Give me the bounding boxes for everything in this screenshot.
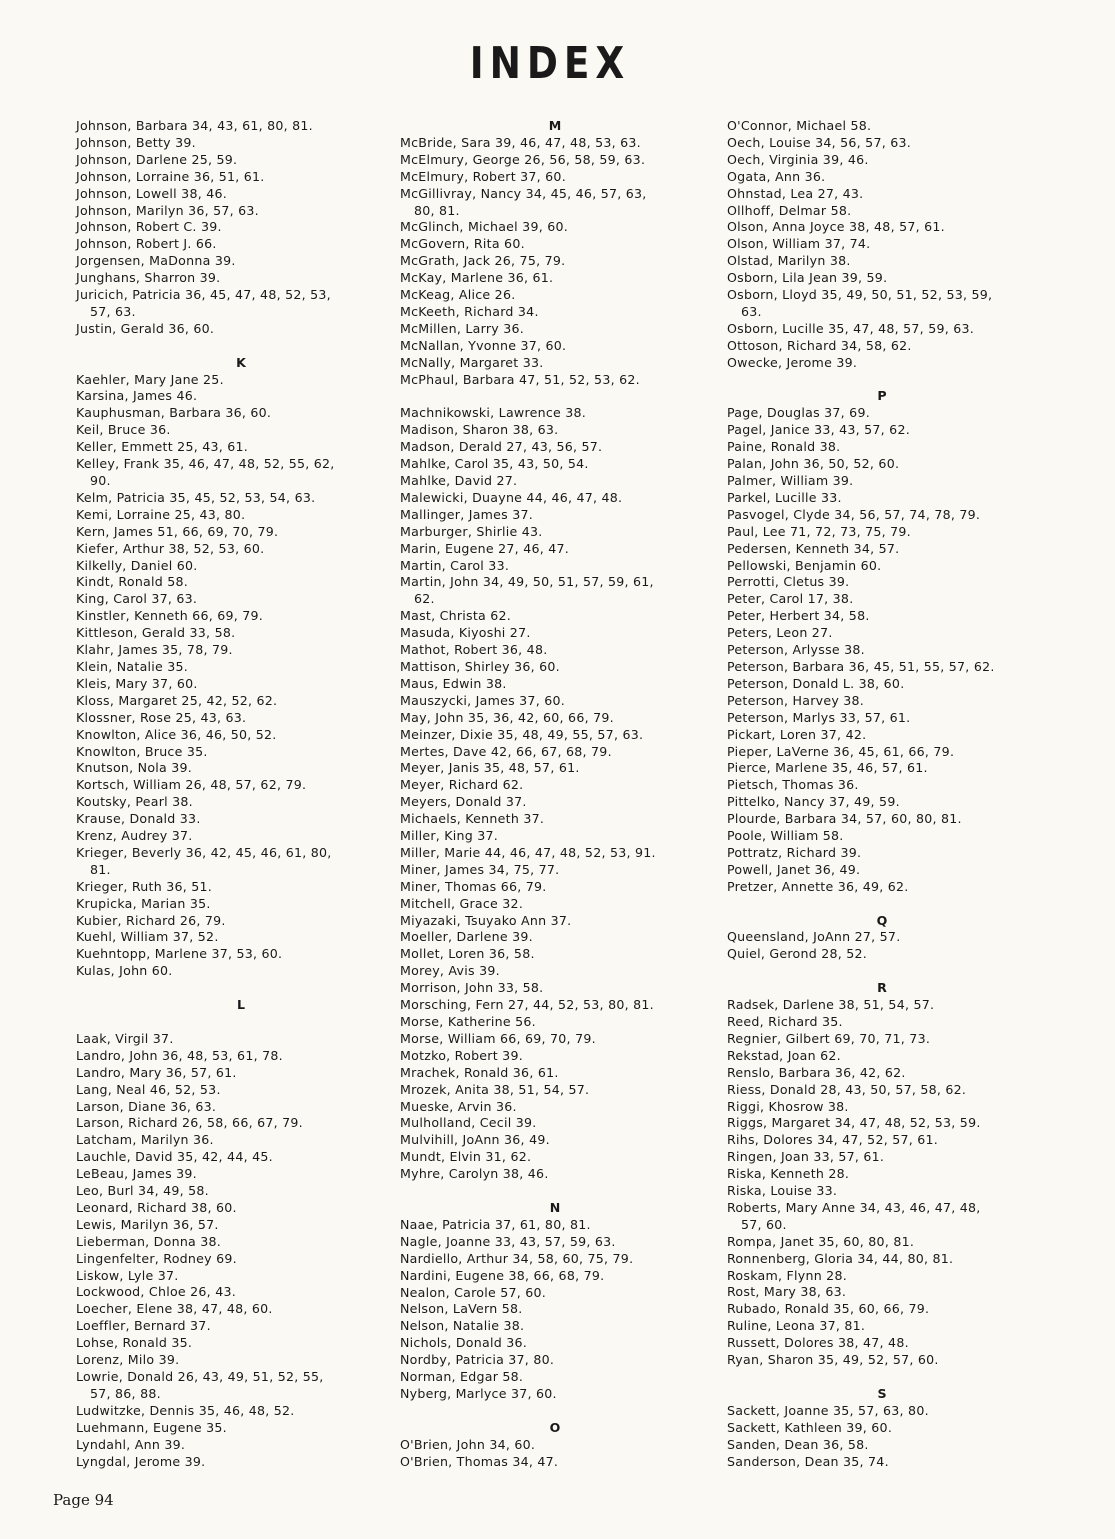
index-entry: Nardini, Eugene 38, 66, 68, 79.: [400, 1267, 605, 1283]
index-entry: Kittleson, Gerald 33, 58.: [76, 625, 236, 641]
index-entry: Lyndahl, Ann 39.: [76, 1436, 186, 1452]
index-entry: Peter, Carol 17, 38.: [727, 591, 854, 607]
index-entry: Koutsky, Pearl 38.: [76, 794, 193, 810]
index-entry: Martin, John 34, 49, 50, 51, 57, 59, 61,: [400, 574, 654, 590]
index-entry: Peterson, Donald L. 38, 60.: [727, 675, 905, 691]
index-entry: Mauszycki, James 37, 60.: [400, 692, 565, 708]
index-entry: Riess, Donald 28, 43, 50, 57, 58, 62.: [727, 1081, 967, 1097]
index-entry: Nardiello, Arthur 34, 58, 60, 75, 79.: [400, 1250, 634, 1266]
index-entry: Rubado, Ronald 35, 60, 66, 79.: [727, 1301, 930, 1317]
index-entry: Knowlton, Bruce 35.: [76, 743, 208, 759]
index-entry: Myhre, Carolyn 38, 46.: [400, 1166, 549, 1182]
spacer: [727, 372, 1037, 389]
index-entry: May, John 35, 36, 42, 60, 66, 79.: [400, 709, 614, 725]
index-entry: McElmury, George 26, 56, 58, 59, 63.: [400, 151, 646, 167]
index-entry: Peterson, Harvey 38.: [727, 692, 865, 708]
spacer: [76, 338, 406, 355]
index-entry: Renslo, Barbara 36, 42, 62.: [727, 1064, 906, 1080]
index-entry: Meyer, Richard 62.: [400, 777, 524, 793]
index-entry: Lieberman, Donna 38.: [76, 1233, 222, 1249]
index-entry: McGlinch, Michael 39, 60.: [400, 219, 568, 235]
index-entry: Meyer, Janis 35, 48, 57, 61.: [400, 760, 580, 776]
index-entry: Mulvihill, JoAnn 36, 49.: [400, 1132, 550, 1148]
letter-heading: R: [877, 980, 887, 996]
index-entry: Mitchell, Grace 32.: [400, 895, 524, 911]
spacer: [400, 1403, 710, 1420]
index-entry: Kortsch, William 26, 48, 57, 62, 79.: [76, 777, 307, 793]
index-entry: Klossner, Rose 25, 43, 63.: [76, 709, 247, 725]
index-entry: Lang, Neal 46, 52, 53.: [76, 1081, 221, 1097]
index-entry: Mulholland, Cecil 39.: [400, 1115, 537, 1131]
index-entry: Powell, Janet 36, 49.: [727, 861, 861, 877]
index-entry: Pittelko, Nancy 37, 49, 59.: [727, 794, 900, 810]
index-entry: Johnson, Betty 39.: [76, 134, 196, 150]
letter-heading: K: [236, 354, 246, 370]
index-entry: McGrath, Jack 26, 75, 79.: [400, 253, 566, 269]
index-entry: Kern, James 51, 66, 69, 70, 79.: [76, 523, 279, 539]
index-entry: Johnson, Darlene 25, 59.: [76, 151, 238, 167]
index-entry: Morsching, Fern 27, 44, 52, 53, 80, 81.: [400, 997, 654, 1013]
index-entry: Marin, Eugene 27, 46, 47.: [400, 540, 570, 556]
index-entry: Miller, King 37.: [400, 828, 499, 844]
index-entry: Juricich, Patricia 36, 45, 47, 48, 52, 53,: [76, 287, 331, 303]
index-entry: Osborn, Lloyd 35, 49, 50, 51, 52, 53, 59,: [727, 287, 993, 303]
index-entry: Lewis, Marilyn 36, 57.: [76, 1216, 219, 1232]
index-entry: Kaehler, Mary Jane 25.: [76, 371, 224, 387]
index-entry: Ogata, Ann 36.: [727, 168, 826, 184]
index-entry: Loeffler, Bernard 37.: [76, 1318, 211, 1334]
letter-heading: M: [548, 118, 562, 133]
index-entry: Mrachek, Ronald 36, 61.: [400, 1064, 559, 1080]
index-entry: Peterson, Marlys 33, 57, 61.: [727, 709, 911, 725]
letter-heading: S: [877, 1385, 887, 1401]
index-entry: Kindt, Ronald 58.: [76, 574, 189, 590]
index-entry: Keil, Bruce 36.: [76, 422, 171, 438]
letter-heading: P: [877, 388, 887, 404]
index-entry: Pagel, Janice 33, 43, 57, 62.: [727, 422, 910, 438]
index-entry: Regnier, Gilbert 69, 70, 71, 73.: [727, 1030, 931, 1046]
index-entry: Leo, Burl 34, 49, 58.: [76, 1183, 209, 1199]
index-entry: Riggi, Khosrow 38.: [727, 1098, 849, 1114]
index-column-1: [76, 118, 406, 1470]
index-entry: Liskow, Lyle 37.: [76, 1267, 179, 1283]
index-entry: Russett, Dolores 38, 47, 48.: [727, 1335, 909, 1351]
index-entry: Knowlton, Alice 36, 46, 50, 52.: [76, 726, 277, 742]
index-entry: Lowrie, Donald 26, 43, 49, 51, 52, 55,: [76, 1369, 324, 1385]
index-entry: Martin, Carol 33.: [400, 557, 510, 573]
index-entry: LeBeau, James 39.: [76, 1166, 197, 1182]
index-entry: Moeller, Darlene 39.: [400, 929, 533, 945]
index-entry: Norman, Edgar 58.: [400, 1369, 524, 1385]
index-entry: Miyazaki, Tsuyako Ann 37.: [400, 912, 572, 928]
index-entry: Lyngdal, Jerome 39.: [76, 1453, 206, 1469]
index-entry: Roberts, Mary Anne 34, 43, 46, 47, 48,: [727, 1199, 981, 1215]
index-entry: Johnson, Marilyn 36, 57, 63.: [76, 202, 259, 218]
index-entry: Owecke, Jerome 39.: [727, 354, 858, 370]
index-entry: King, Carol 37, 63.: [76, 591, 198, 607]
index-entry: Kelley, Frank 35, 46, 47, 48, 52, 55, 62,: [76, 456, 335, 472]
index-entry: Junghans, Sharron 39.: [76, 270, 221, 286]
index-entry: Mrozek, Anita 38, 51, 54, 57.: [400, 1081, 590, 1097]
index-entry: Ruline, Leona 37, 81.: [727, 1318, 866, 1334]
index-entry: Mertes, Dave 42, 66, 67, 68, 79.: [400, 743, 612, 759]
index-entry: Ringen, Joan 33, 57, 61.: [727, 1149, 885, 1165]
index-entry: Lockwood, Chloe 26, 43.: [76, 1284, 236, 1300]
index-entry: Kilkelly, Daniel 60.: [76, 557, 198, 573]
index-entry: Peterson, Arlysse 38.: [727, 642, 865, 658]
index-entry: Nelson, Natalie 38.: [400, 1318, 525, 1334]
index-entry: Kelm, Patricia 35, 45, 52, 53, 54, 63.: [76, 489, 316, 505]
index-entry: Knutson, Nola 39.: [76, 760, 193, 776]
index-entry: McNally, Margaret 33.: [400, 354, 544, 370]
index-entry: Parkel, Lucille 33.: [727, 489, 842, 505]
index-entry: Mollet, Loren 36, 58.: [400, 946, 535, 962]
index-entry: Lorenz, Milo 39.: [76, 1352, 180, 1368]
index-entry: Peterson, Barbara 36, 45, 51, 55, 57, 62.: [727, 658, 995, 674]
index-entry: Ottoson, Richard 34, 58, 62.: [727, 337, 912, 353]
index-entry: Naae, Patricia 37, 61, 80, 81.: [400, 1216, 591, 1232]
index-entry: Ollhoff, Delmar 58.: [727, 202, 852, 218]
index-entry: Malewicki, Duayne 44, 46, 47, 48.: [400, 489, 623, 505]
index-entry: Larson, Richard 26, 58, 66, 67, 79.: [76, 1115, 303, 1131]
index-entry-continuation: 57, 86, 88.: [90, 1385, 161, 1401]
index-entry: Morrison, John 33, 58.: [400, 980, 544, 996]
index-entry: Meyers, Donald 37.: [400, 794, 527, 810]
index-entry: Rekstad, Joan 62.: [727, 1047, 841, 1063]
index-entry: Ohnstad, Lea 27, 43.: [727, 185, 864, 201]
spacer: [727, 896, 1037, 913]
index-entry: Kloss, Margaret 25, 42, 52, 62.: [76, 692, 278, 708]
index-entry: McElmury, Robert 37, 60.: [400, 168, 566, 184]
index-entry: Latcham, Marilyn 36.: [76, 1132, 214, 1148]
index-entry: Klein, Natalie 35.: [76, 658, 189, 674]
index-entry: Michaels, Kenneth 37.: [400, 811, 545, 827]
index-entry: Landro, John 36, 48, 53, 61, 78.: [76, 1047, 283, 1063]
index-entry: Karsina, James 46.: [76, 388, 198, 404]
index-entry: Landro, Mary 36, 57, 61.: [76, 1064, 237, 1080]
index-entry: Riska, Louise 33.: [727, 1183, 838, 1199]
index-entry: McGillivray, Nancy 34, 45, 46, 57, 63,: [400, 185, 647, 201]
index-entry: Sackett, Kathleen 39, 60.: [727, 1419, 893, 1435]
index-entry-continuation: 62.: [414, 591, 435, 607]
letter-heading: N: [549, 1199, 561, 1215]
index-entry: Mast, Christa 62.: [400, 608, 512, 624]
index-entry: Ryan, Sharon 35, 49, 52, 57, 60.: [727, 1352, 939, 1368]
index-entry: Nordby, Patricia 37, 80.: [400, 1352, 555, 1368]
index-entry: Marburger, Shirlie 43.: [400, 523, 543, 539]
index-entry: Poole, William 58.: [727, 828, 844, 844]
index-entry: Kemi, Lorraine 25, 43, 80.: [76, 506, 246, 522]
index-entry: O'Brien, Thomas 34, 47.: [400, 1453, 559, 1469]
index-entry: Luehmann, Eugene 35.: [76, 1419, 227, 1435]
index-entry: Klahr, James 35, 78, 79.: [76, 642, 233, 658]
index-entry: Roskam, Flynn 28.: [727, 1267, 847, 1283]
index-entry: Pietsch, Thomas 36.: [727, 777, 859, 793]
index-entry: McNallan, Yvonne 37, 60.: [400, 337, 567, 353]
index-entry: McMillen, Larry 36.: [400, 320, 524, 336]
index-entry: Oech, Virginia 39, 46.: [727, 151, 869, 167]
index-entry: Leonard, Richard 38, 60.: [76, 1199, 237, 1215]
index-entry: Ronnenberg, Gloria 34, 44, 80, 81.: [727, 1250, 954, 1266]
index-entry: Nichols, Donald 36.: [400, 1335, 527, 1351]
index-entry: Nagle, Joanne 33, 43, 57, 59, 63.: [400, 1233, 616, 1249]
index-entry: Loecher, Elene 38, 47, 48, 60.: [76, 1301, 273, 1317]
index-entry: Meinzer, Dixie 35, 48, 49, 55, 57, 63.: [400, 726, 644, 742]
index-entry: Madison, Sharon 38, 63.: [400, 422, 559, 438]
index-entry: Kuehntopp, Marlene 37, 53, 60.: [76, 946, 283, 962]
index-entry: Pottratz, Richard 39.: [727, 844, 862, 860]
index-entry: Mattison, Shirley 36, 60.: [400, 658, 560, 674]
index-entry: Jorgensen, MaDonna 39.: [76, 253, 236, 269]
spacer: [727, 1369, 1037, 1386]
index-entry: Olson, Anna Joyce 38, 48, 57, 61.: [727, 219, 945, 235]
index-entry: Sackett, Joanne 35, 57, 63, 80.: [727, 1402, 929, 1418]
index-entry-continuation: 57, 60.: [741, 1216, 787, 1232]
index-entry: O'Connor, Michael 58.: [727, 118, 872, 133]
index-entry: Peters, Leon 27.: [727, 625, 833, 641]
index-entry: Kuehl, William 37, 52.: [76, 929, 219, 945]
index-entry: Mahlke, David 27.: [400, 473, 518, 489]
index-entry: Mahlke, Carol 35, 43, 50, 54.: [400, 456, 589, 472]
spacer: [400, 389, 710, 406]
index-entry: Riska, Kenneth 28.: [727, 1166, 850, 1182]
index-entry: Kulas, John 60.: [76, 963, 173, 979]
index-entry-continuation: 63.: [741, 303, 762, 319]
index-entry: Pickart, Loren 37, 42.: [727, 726, 867, 742]
index-entry: McBride, Sara 39, 46, 47, 48, 53, 63.: [400, 134, 641, 150]
index-entry: Krieger, Ruth 36, 51.: [76, 878, 213, 894]
index-entry: Pieper, LaVerne 36, 45, 61, 66, 79.: [727, 743, 955, 759]
page-number: Page 94: [53, 1491, 114, 1509]
index-entry: Pasvogel, Clyde 34, 56, 57, 74, 78, 79.: [727, 506, 981, 522]
index-entry: Nealon, Carole 57, 60.: [400, 1284, 547, 1300]
index-entry: Peter, Herbert 34, 58.: [727, 608, 870, 624]
index-entry: Kleis, Mary 37, 60.: [76, 675, 198, 691]
index-entry-continuation: 57, 63.: [90, 303, 136, 319]
index-entry: Rihs, Dolores 34, 47, 52, 57, 61.: [727, 1132, 939, 1148]
index-entry: Oech, Louise 34, 56, 57, 63.: [727, 134, 911, 150]
index-entry: Krupicka, Marian 35.: [76, 895, 211, 911]
spacer: [727, 963, 1037, 980]
index-entry: Miller, Marie 44, 46, 47, 48, 52, 53, 91.: [400, 844, 656, 860]
index-entry: Lingenfelter, Rodney 69.: [76, 1250, 237, 1266]
index-entry: Radsek, Darlene 38, 51, 54, 57.: [727, 997, 935, 1013]
index-entry: Nyberg, Marlyce 37, 60.: [400, 1385, 557, 1401]
index-entry: Queensland, JoAnn 27, 57.: [727, 929, 901, 945]
index-entry: Sanderson, Dean 35, 74.: [727, 1453, 889, 1469]
index-entry-continuation: 80, 81.: [414, 202, 460, 218]
index-entry: Paul, Lee 71, 72, 73, 75, 79.: [727, 523, 911, 539]
index-entry: Johnson, Robert J. 66.: [76, 236, 217, 252]
index-entry: Madson, Derald 27, 43, 56, 57.: [400, 439, 603, 455]
index-entry: Rost, Mary 38, 63.: [727, 1284, 847, 1300]
index-entry: Justin, Gerald 36, 60.: [76, 320, 215, 336]
index-entry: Laak, Virgil 37.: [76, 1030, 174, 1046]
index-entry: Miner, James 34, 75, 77.: [400, 861, 560, 877]
index-entry: Osborn, Lucille 35, 47, 48, 57, 59, 63.: [727, 320, 975, 336]
index-entry: Motzko, Robert 39.: [400, 1047, 523, 1063]
index-entry: Riggs, Margaret 34, 47, 48, 52, 53, 59.: [727, 1115, 981, 1131]
letter-heading: L: [236, 997, 246, 1013]
index-entry: McPhaul, Barbara 47, 51, 52, 53, 62.: [400, 371, 640, 387]
index-entry: Morse, Katherine 56.: [400, 1014, 536, 1030]
index-entry: Palmer, William 39.: [727, 473, 854, 489]
index-entry: Mueske, Arvin 36.: [400, 1098, 517, 1114]
index-entry: Johnson, Barbara 34, 43, 61, 80, 81.: [76, 118, 313, 133]
index-entry: Lauchle, David 35, 42, 44, 45.: [76, 1149, 273, 1165]
index-entry: Ludwitzke, Dennis 35, 46, 48, 52.: [76, 1402, 295, 1418]
index-entry: McKeeth, Richard 34.: [400, 303, 539, 319]
index-entry: Machnikowski, Lawrence 38.: [400, 405, 587, 421]
index-entry: Johnson, Lorraine 36, 51, 61.: [76, 168, 265, 184]
index-column-3: [727, 118, 1037, 1470]
index-entry: Larson, Diane 36, 63.: [76, 1098, 217, 1114]
index-entry: Krause, Donald 33.: [76, 811, 201, 827]
index-entry: Pierce, Marlene 35, 46, 57, 61.: [727, 760, 928, 776]
index-entry: Miner, Thomas 66, 79.: [400, 878, 547, 894]
index-entry: Paine, Ronald 38.: [727, 439, 841, 455]
index-entry: Mathot, Robert 36, 48.: [400, 642, 548, 658]
index-entry: Kinstler, Kenneth 66, 69, 79.: [76, 608, 264, 624]
index-entry: Rompa, Janet 35, 60, 80, 81.: [727, 1233, 915, 1249]
index-entry-continuation: 81.: [90, 861, 111, 877]
index-entry: McKay, Marlene 36, 61.: [400, 270, 554, 286]
index-entry: Kiefer, Arthur 38, 52, 53, 60.: [76, 540, 265, 556]
index-entry: Pretzer, Annette 36, 49, 62.: [727, 878, 909, 894]
letter-heading: O: [549, 1419, 561, 1435]
spacer: [76, 980, 406, 997]
index-entry: Plourde, Barbara 34, 57, 60, 80, 81.: [727, 811, 962, 827]
index-entry: Quiel, Gerond 28, 52.: [727, 946, 868, 962]
index-entry: Johnson, Robert C. 39.: [76, 219, 222, 235]
index-entry: Pedersen, Kenneth 34, 57.: [727, 540, 900, 556]
index-entry: Mundt, Elvin 31, 62.: [400, 1149, 532, 1165]
index-entry: Sanden, Dean 36, 58.: [727, 1436, 869, 1452]
index-entry: Maus, Edwin 38.: [400, 675, 507, 691]
letter-heading: Q: [876, 912, 888, 928]
index-entry: Morey, Avis 39.: [400, 963, 500, 979]
spacer: [76, 1014, 406, 1031]
index-entry: Nelson, LaVern 58.: [400, 1301, 523, 1317]
index-entry: Kauphusman, Barbara 36, 60.: [76, 405, 272, 421]
page-title: INDEX: [469, 38, 631, 89]
spacer: [400, 1183, 710, 1200]
index-entry: Kubier, Richard 26, 79.: [76, 912, 226, 928]
index-entry: Reed, Richard 35.: [727, 1013, 843, 1029]
index-entry: Palan, John 36, 50, 52, 60.: [727, 456, 900, 472]
index-column-2: [400, 118, 710, 1470]
index-entry: Page, Douglas 37, 69.: [727, 405, 870, 421]
index-entry: Olson, William 37, 74.: [727, 236, 871, 252]
index-entry: McGovern, Rita 60.: [400, 236, 525, 252]
index-entry: Krenz, Audrey 37.: [76, 828, 193, 844]
index-entry: Johnson, Lowell 38, 46.: [76, 185, 227, 201]
index-entry: Olstad, Marilyn 38.: [727, 253, 851, 269]
index-entry: Krieger, Beverly 36, 42, 45, 46, 61, 80,: [76, 844, 332, 860]
index-entry: Perrotti, Cletus 39.: [727, 574, 850, 590]
index-entry: Pellowski, Benjamin 60.: [727, 557, 882, 573]
index-entry: Osborn, Lila Jean 39, 59.: [727, 270, 888, 286]
index-entry: Morse, William 66, 69, 70, 79.: [400, 1030, 596, 1046]
index-entry: McKeag, Alice 26.: [400, 287, 516, 303]
index-entry: Mallinger, James 37.: [400, 506, 534, 522]
index-entry: Keller, Emmett 25, 43, 61.: [76, 439, 249, 455]
index-entry: Lohse, Ronald 35.: [76, 1335, 193, 1351]
index-entry: O'Brien, John 34, 60.: [400, 1436, 536, 1452]
index-entry-continuation: 90.: [90, 473, 111, 489]
index-entry: Masuda, Kiyoshi 27.: [400, 625, 531, 641]
